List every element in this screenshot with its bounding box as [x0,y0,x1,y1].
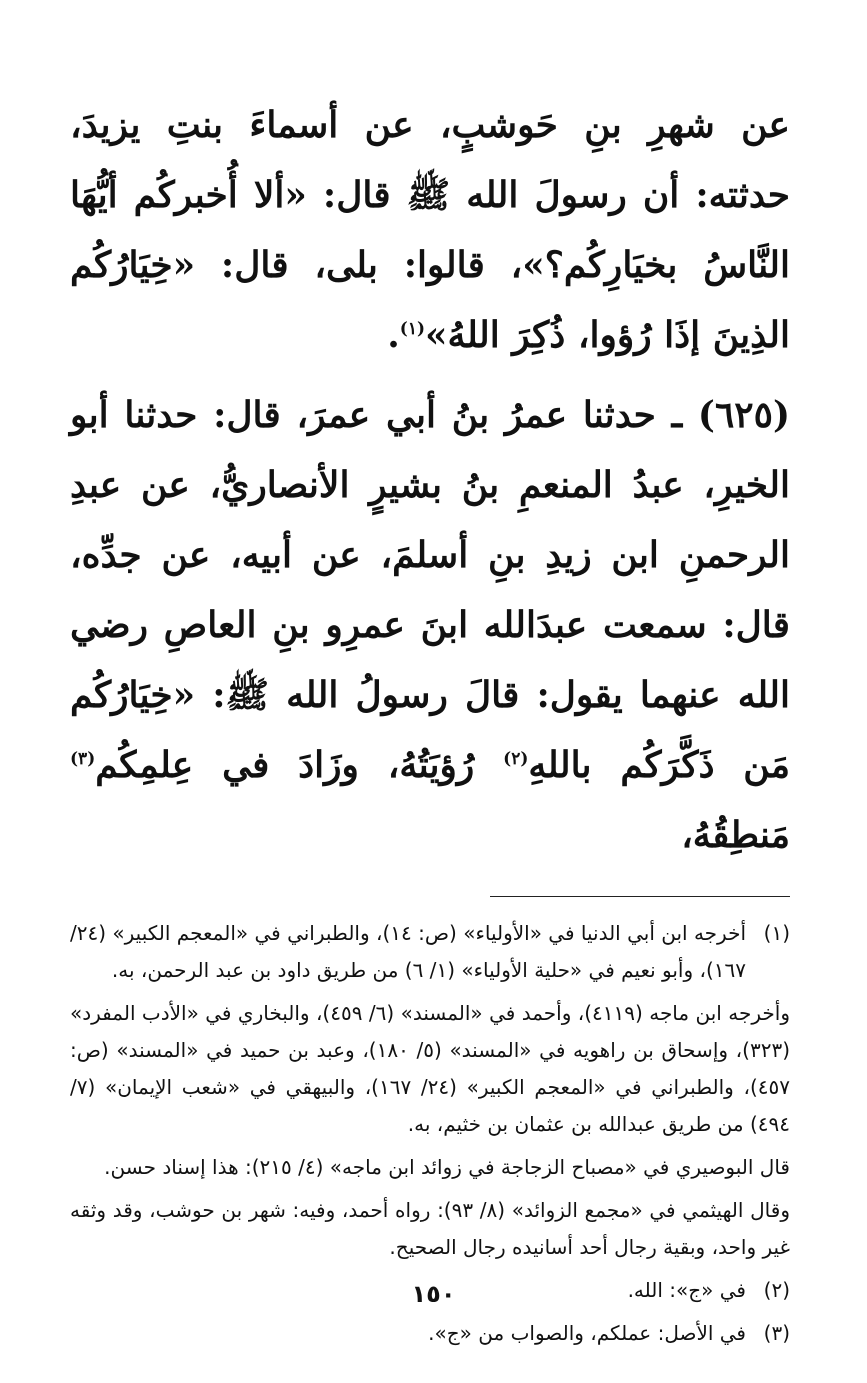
footnote-separator [490,896,790,897]
footnote-1-continuation-3: وقال الهيثمي في «مجمع الزوائد» (٨/ ٩٣): رواه أحمد، وفيه: شهر بن حوشب، وقد وثقه غير واحد، وبقية رجال أحد أسانيده رجال الصحيح. [70,1198,790,1259]
hadith-number: (٦٢٥) [697,394,790,436]
footnote-3-number: (٣) [763,1321,790,1345]
footnote-ref-3[interactable]: (٣) [70,749,96,769]
book-page [70,90,790,1350]
paragraph-2-text-3: مَنطِقُهُ، [681,814,790,856]
paragraph-1 [70,90,790,370]
paragraph-2 [70,380,790,870]
paragraph-1-text: عن شهرِ بنِ حَوشبٍ، عن أسماءَ بنتِ يزيدَ، حدثته: أن رسولَ الله ﷺ قال: «ألا أُخبركُم أيُّهَا النَّاسُ بخيَارِكُم؟»، قالوا: بلى، قال: «خِيَارُكُم الذِينَ إذَا رُؤوا، ذُكِرَ اللهُ» [70,104,790,356]
footnote-1-text: أخرجه ابن أبي الدنيا في «الأولياء» (ص: ١٤)، والطبراني في «المعجم الكبير» (٢٤/ ١٦٧)، وأبو نعيم في «حلية الأولياء» (١/ ٦) من طريق داود بن عبد الرحمن، به. [70,921,747,982]
paragraph-2-text-2: رُؤيَتُهُ، وزَادَ في عِلمِكُم [95,744,504,786]
footnote-1-number: (١) [763,921,790,945]
page-number: ١٥٠ [411,1280,456,1308]
main-text [70,90,790,870]
paragraph-2-text-1: ـ حدثنا عمرُ بنُ أبي عمرَ، قال: حدثنا أبو الخيرِ، عبدُ المنعمِ بنُ بشيرٍ الأنصاريُّ، عن عبدِ الرحمنِ ابن زيدِ بنِ أسلمَ، عن أبيه، عن جدِّه، قال: سمعت عبدَالله ابنَ عمرِو بنِ العاصِ رضي الله عنهما يقول: قالَ رسولُ الله ﷺ: «خِيَارُكُم مَن ذَكَّرَكُم باللهِ [70,394,790,786]
footnote-ref-1[interactable]: (١) [399,319,426,339]
paragraph-1-tail: . [387,314,400,356]
footnote-1-continuation-1: وأخرجه ابن ماجه (٤١١٩)، وأحمد في «المسند» (٦/ ٤٥٩)، والبخاري في «الأدب المفرد» (٣٢٣)، وإسحاق بن راهويه في «المسند» (٥/ ١٨٠)، وعبد بن حميد في «المسند» (ص: ٤٥٧)، والطبراني في «المعجم الكبير» (٢٤/ ١٦٧)، والبيهقي في «شعب الإيمان» (٧/ ٤٩٤) من طريق عبدالله بن عثمان بن خثيم، به. [70,1001,790,1136]
footnote-2-number: (٢) [763,1278,790,1302]
footnote-3 [70,1315,790,1352]
footnote-2-text: في «ج»: الله. [627,1278,746,1302]
footnote-3-text: في الأصل: عملكم، والصواب من «ج». [428,1321,746,1345]
footnote-ref-2[interactable]: (٢) [503,749,529,769]
footnote-1 [70,915,790,989]
footnote-1-continuation-2: قال البوصيري في «مصباح الزجاجة في زوائد ابن ماجه» (٤/ ٢١٥): هذا إسناد حسن. [104,1155,790,1179]
